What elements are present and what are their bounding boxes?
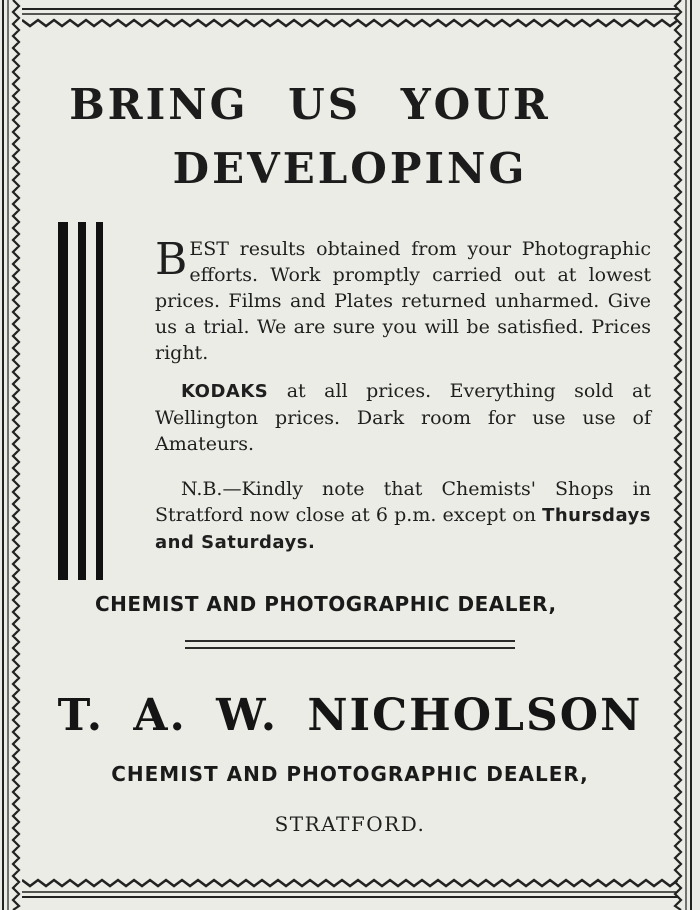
vertical-bar [58,222,68,580]
divider-rule [185,640,515,642]
headline-line-1: BRING US YOUR [69,80,551,129]
vertical-bar [78,222,86,580]
hours-emphasis: Thursdays and Saturdays. [155,505,651,553]
paragraph-services [155,236,651,366]
proprietor-name: T. A. W. NICHOLSON [57,690,643,741]
dealer-line-bottom: CHEMIST AND PHOTOGRAPHIC DEALER, [111,762,589,786]
paragraph-hours [155,476,651,556]
divider-rule [185,647,515,649]
decorative-vertical-bars [58,222,108,582]
paragraph-hours-text: N.B.—Kindly note that Chemists' Shops in Stratford now close at 6 p.m. except on [155,478,651,526]
kodaks-lead: KODAKS [181,381,269,402]
bottom-ornamental-border [22,876,678,900]
paragraph-services-text: EST results obtained from your Photographic efforts. Work promptly carried out at lowest prices. Films and Plates returned unharmed. Give us a trial. We are sure you will be satisfied. Prices right. [155,238,651,364]
dealer-line-top: CHEMIST AND PHOTOGRAPHIC DEALER, [95,592,557,616]
drop-cap: B [155,234,188,285]
town-name: STRATFORD. [274,812,426,836]
paragraph-kodaks [155,378,651,457]
top-ornamental-border [22,6,678,30]
headline-line-2: DEVELOPING [172,144,528,193]
paragraph-kodaks-text: at all prices. Everything sold at Wellington prices. Dark room for use use of Amateurs. [155,380,651,455]
vertical-bar [96,222,103,580]
